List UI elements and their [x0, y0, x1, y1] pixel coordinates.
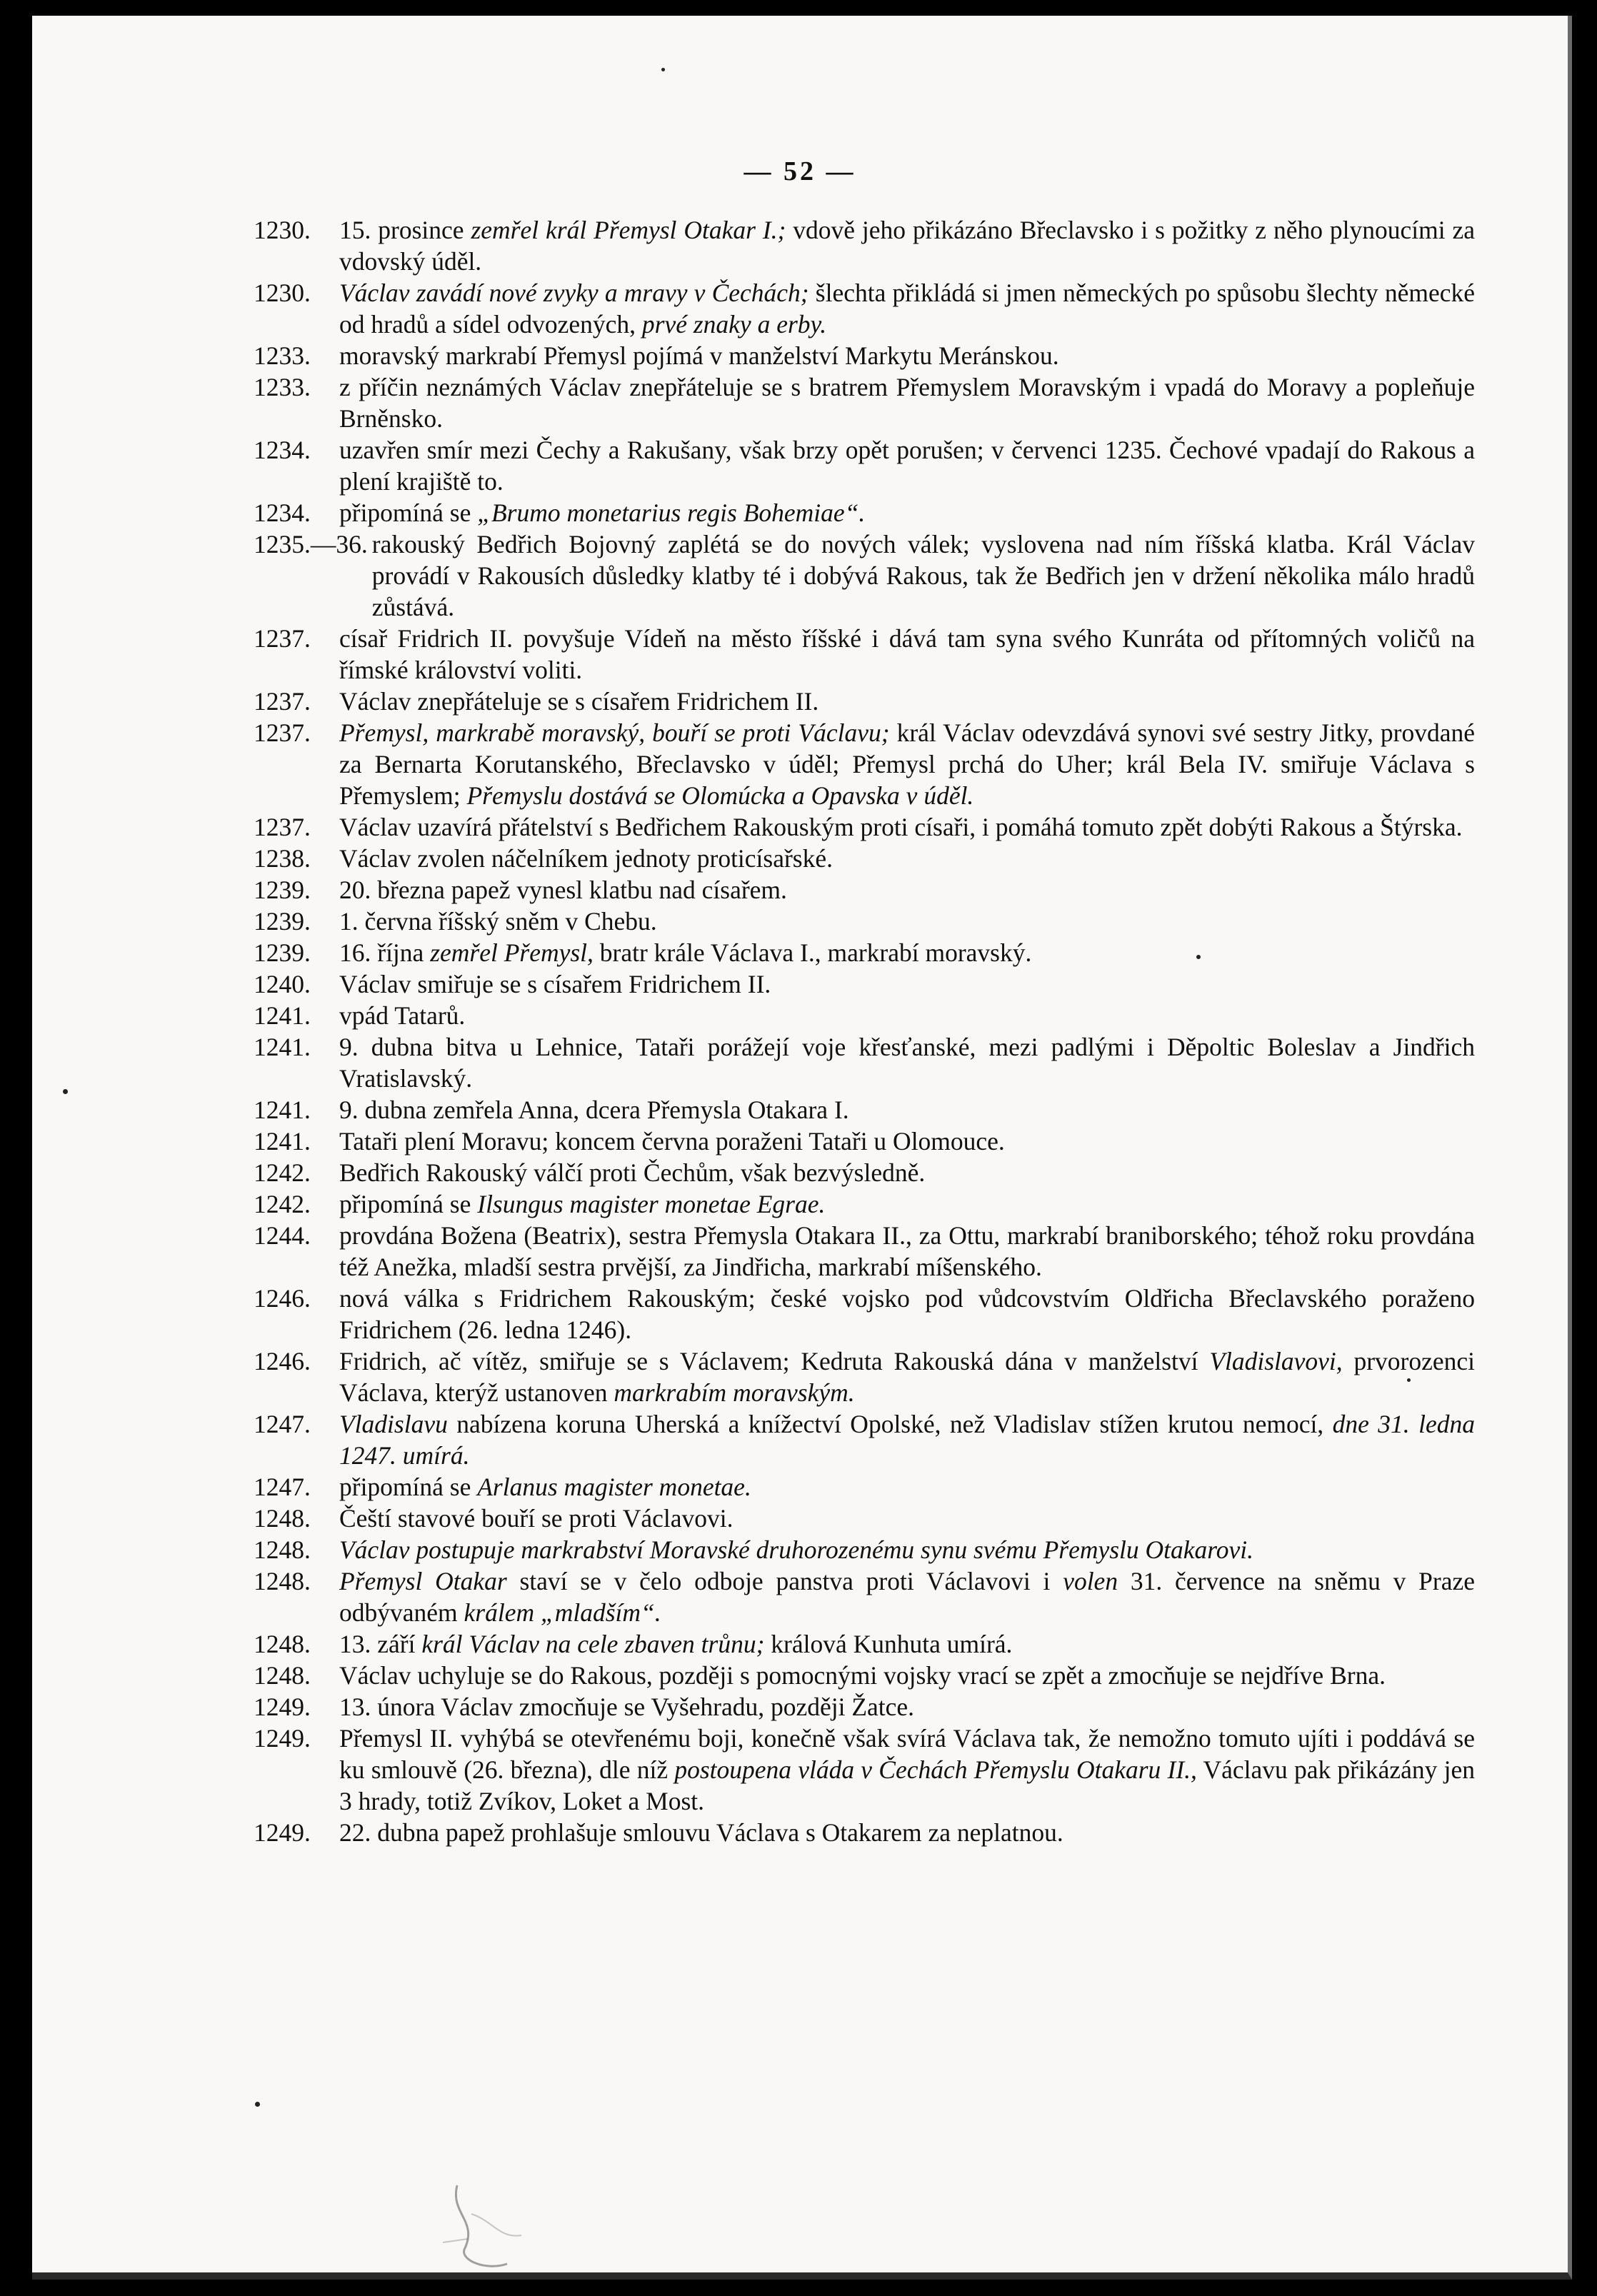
entry-year: 1248.: [254, 1630, 311, 1658]
chronology-entry: [254, 1345, 1475, 1408]
entry-text: Václav uchyluje se do Rakous, později s pomocnými vojsky vrací se zpět a zmocňuje se nejdříve Brna.: [339, 1661, 1386, 1690]
entry-year: 1237.: [254, 813, 311, 841]
chronology-entry: [254, 1000, 1475, 1031]
entry-text: Václav postupuje markrabství Moravské druhorozenému synu svému Přemyslu Otakarovi.: [339, 1535, 1254, 1564]
entry-text: nová válka s Fridrichem Rakouským; české vojsko pod vůdcovstvím Oldřicha Břeclavského poraženo Fridrichem (26. ledna 1246).: [339, 1284, 1475, 1344]
entry-text: 22. dubna papež prohlašuje smlouvu Václava s Otakarem za neplatnou.: [339, 1818, 1063, 1847]
chronology-entry: [254, 1408, 1475, 1471]
chronology-entry: [254, 1723, 1475, 1817]
chronology-entry: [254, 1628, 1475, 1660]
entry-year: 1234.: [254, 436, 311, 464]
entry-text: Přemysl Otakar staví se v čelo odboje panstva proti Václavovi i volen 31. července na sněmu v Praze odbývaném králem „mladším“.: [339, 1567, 1475, 1627]
chronology-entry: [254, 1691, 1475, 1723]
entry-text: 15. prosince zemřel král Přemysl Otakar I.; vdově jeho přikázáno Břeclavsko i s požitky z něho plynoucími za vdovský úděl.: [339, 216, 1475, 276]
entry-year: 1242.: [254, 1158, 311, 1187]
entry-text: Václav smiřuje se s císařem Fridrichem II.: [339, 970, 771, 998]
entry-year: 1249.: [254, 1693, 311, 1721]
entry-text: uzavřen smír mezi Čechy a Rakušany, však brzy opět porušen; v červenci 1235. Čechové vpadají do Rakous a plení krajiště to.: [339, 436, 1475, 496]
entry-year: 1241.: [254, 1033, 311, 1061]
entry-text: moravský markrabí Přemysl pojímá v manželství Markytu Meránskou.: [339, 341, 1059, 370]
chronology-entry: [254, 497, 1475, 528]
chronology-list: [254, 214, 1475, 1848]
chronology-entry: [254, 1188, 1475, 1220]
entry-year: 1248.: [254, 1661, 311, 1690]
chronology-entry: [254, 968, 1475, 1000]
entry-text: Václav zavádí nové zvyky a mravy v Čechách; šlechta přikládá si jmen německých po spůsobu šlechty německé od hradů a sídel odvozených, prvé znaky a erby.: [339, 279, 1476, 339]
chronology-entry: [254, 686, 1475, 717]
chronology-entry: [254, 277, 1475, 340]
chronology-entry: [254, 1220, 1475, 1283]
entry-year: 1248.: [254, 1504, 311, 1533]
entry-year: 1237.: [254, 624, 311, 653]
chronology-entry: [254, 1503, 1475, 1534]
chronology-entry: [254, 843, 1475, 874]
chronology-entry: [254, 528, 1475, 623]
entry-text: z příčin neznámých Václav znepřáteluje se s bratrem Přemyslem Moravským i vpadá do Moravy a popleňuje Brněnsko.: [339, 373, 1475, 433]
entry-year: 1247.: [254, 1410, 311, 1438]
chronology-entry: [254, 1471, 1475, 1503]
entry-year: 1249.: [254, 1724, 311, 1753]
chronology-entry: [254, 340, 1475, 371]
chronology-entry: [254, 1283, 1475, 1345]
entry-text: Václav uzavírá přátelství s Bedřichem Rakouským proti císaři, i pomáhá tomuto zpět dobýti Rakous a Štýrska.: [339, 813, 1463, 841]
entry-year: 1242.: [254, 1190, 311, 1218]
chronology-entry: [254, 717, 1475, 811]
entry-text: 20. března papež vynesl klatbu nad císařem.: [339, 876, 787, 904]
ink-speck: [1196, 955, 1201, 959]
chronology-entry: [254, 811, 1475, 843]
entry-text: vpád Tatarů.: [339, 1001, 466, 1030]
entry-year: 1239.: [254, 876, 311, 904]
entry-year: 1244.: [254, 1221, 311, 1250]
chronology-entry: [254, 906, 1475, 937]
chronology-entry: [254, 1660, 1475, 1691]
ink-speck: [1407, 1378, 1411, 1382]
entry-year: 1248.: [254, 1567, 311, 1595]
entry-text: Vladislavu nabízena koruna Uherská a knížectví Opolské, než Vladislav stížen krutou nemocí, dne 31. ledna 1247. umírá.: [339, 1410, 1475, 1470]
entry-text: Přemysl, markrabě moravský, bouří se proti Václavu; král Václav odevzdává synovi své sestry Jitky, provdané za Bernarta Korutanského, Břeclavsko v úděl; Přemysl prchá do Uher; král Bela IV. smiřuje Václava s Přemyslem; Přemyslu dostává se Olomúcka a Opavska v úděl.: [339, 718, 1475, 810]
entry-year: 1246.: [254, 1347, 311, 1375]
entry-year: 1239.: [254, 907, 311, 936]
chronology-entry: [254, 937, 1475, 968]
entry-year: 1241.: [254, 1001, 311, 1030]
chronology-entry: [254, 1031, 1475, 1094]
entry-year: 1246.: [254, 1284, 311, 1313]
chronology-entry: [254, 434, 1475, 497]
entry-year: 1240.: [254, 970, 311, 998]
entry-text: připomíná se Arlanus magister monetae.: [339, 1473, 751, 1501]
entry-year: 1230.: [254, 216, 311, 244]
entry-text: císař Fridrich II. povyšuje Vídeň na město říšské i dává tam syna svého Kunráta od přítomných voličů na římské království voliti.: [339, 624, 1475, 684]
entry-year: 1237.: [254, 687, 311, 716]
entry-text: 13. února Václav zmocňuje se Vyšehradu, později Žatce.: [339, 1693, 915, 1721]
page-number: — 52 —: [744, 156, 856, 186]
chronology-entry: [254, 1094, 1475, 1126]
entry-text: rakouský Bedřich Bojovný zaplétá se do nových válek; vyslovena nad ním říšská klatba. Král Václav provádí v Rakousích důsledky klatby té i dobývá Rakous, tak že Bedřich jen v držení několika málo hradů zůstává.: [371, 530, 1475, 621]
chronology-entry: [254, 371, 1475, 434]
entry-year: 1248.: [254, 1535, 311, 1564]
entry-text: Václav znepřáteluje se s císařem Fridrichem II.: [339, 687, 819, 716]
chronology-entry: [254, 623, 1475, 686]
entry-year: 1234.: [254, 498, 311, 527]
chronology-entry: [254, 1565, 1475, 1628]
entry-text: Bedřich Rakouský válčí proti Čechům, však bezvýsledně.: [339, 1158, 926, 1187]
chronology-entry: [254, 1157, 1475, 1188]
chronology-entry: [254, 214, 1475, 277]
entry-year: 1247.: [254, 1473, 311, 1501]
entry-text: Fridrich, ač vítěz, smiřuje se s Václavem; Kedruta Rakouská dána v manželství Vladislavovi, prvorozenci Václava, kterýž ustanoven markrabím moravským.: [339, 1347, 1475, 1407]
ink-speck: [661, 68, 665, 71]
entry-text: 16. října zemřel Přemysl, bratr krále Václava I., markrabí moravský.: [339, 938, 1032, 967]
chronology-entry: [254, 1817, 1475, 1848]
entry-year: 1239.: [254, 938, 311, 967]
entry-text: připomíná se „Brumo monetarius regis Bohemiae“.: [339, 498, 866, 527]
entry-year: 1241.: [254, 1096, 311, 1124]
entry-text: 9. dubna zemřela Anna, dcera Přemysla Otakara I.: [339, 1096, 849, 1124]
ink-speck: [63, 1089, 68, 1094]
ink-speck: [255, 2102, 260, 2107]
scribble-mark: [429, 2171, 557, 2278]
entry-year: 1233.: [254, 341, 311, 370]
entry-year: 1249.: [254, 1818, 311, 1847]
entry-text: Václav zvolen náčelníkem jednoty proticísařské.: [339, 844, 833, 873]
entry-year: 1237.: [254, 718, 311, 747]
entry-text: 9. dubna bitva u Lehnice, Tataři porážejí voje křesťanské, mezi padlými i Děpoltic Boleslav a Jindřich Vratislavský.: [339, 1033, 1475, 1093]
entry-year: 1238.: [254, 844, 311, 873]
entry-text: připomíná se Ilsungus magister monetae Egrae.: [339, 1190, 826, 1218]
entry-text: provdána Božena (Beatrix), sestra Přemysla Otakara II., za Ottu, markrabí braniborského; téhož roku provdána též Anežka, mladší sestra prvější, za Jindřicha, markrabí míšenského.: [339, 1221, 1475, 1281]
chronology-entry: [254, 874, 1475, 906]
entry-text: 1. června říšský sněm v Chebu.: [339, 907, 657, 936]
entry-text: Čeští stavové bouří se proti Václavovi.: [339, 1504, 734, 1533]
entry-text: 13. září král Václav na cele zbaven trůnu; králová Kunhuta umírá.: [339, 1630, 1013, 1658]
entry-text: Tataři plení Moravu; koncem června poraženi Tataři u Olomouce.: [339, 1127, 1005, 1155]
chronology-entry: [254, 1126, 1475, 1157]
entry-year: 1230.: [254, 279, 311, 307]
entry-text: Přemysl II. vyhýbá se otevřenému boji, konečně však svírá Václava tak, že nemožno tomuto ujíti i poddává se ku smlouvě (26. března), dle níž postoupena vláda v Čechách Přemyslu Otakaru II., Václavu pak přikázány jen 3 hrady, totiž Zvíkov, Loket a Most.: [339, 1724, 1475, 1815]
entry-year: 1235.—36.: [254, 530, 368, 558]
entry-year: 1241.: [254, 1127, 311, 1155]
chronology-entry: [254, 1534, 1475, 1565]
entry-year: 1233.: [254, 373, 311, 401]
